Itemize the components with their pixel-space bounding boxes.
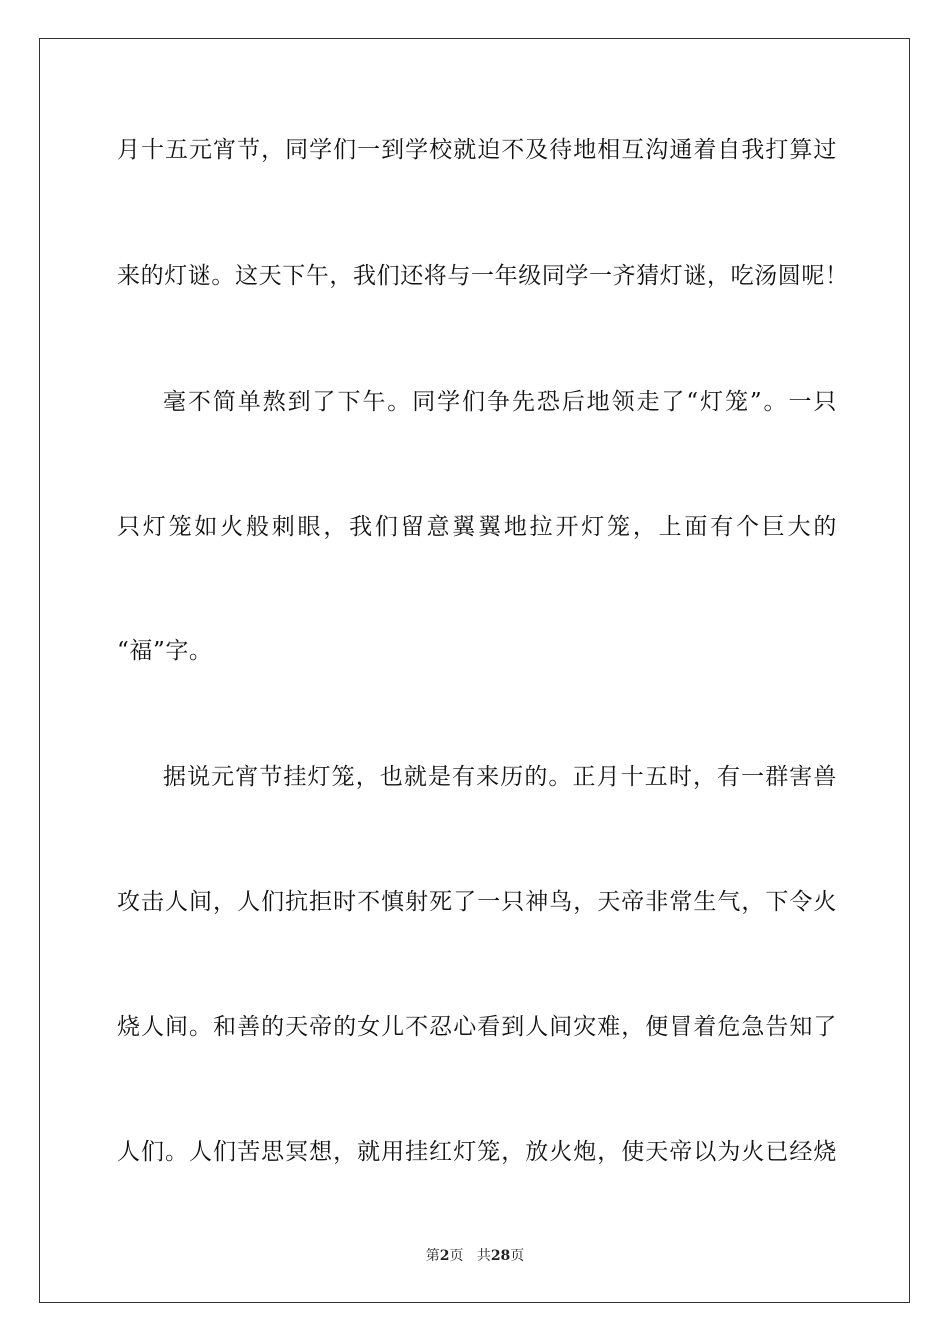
footer-page-suffix: 页 [449, 1248, 464, 1264]
paragraph-line-7: 攻击人间，人们抗拒时不慎射死了一只神鸟，天帝非常生气，下令火 [117, 889, 837, 915]
page-border [39, 38, 910, 1303]
paragraph-line-9: 人们。人们苦思冥想，就用挂红灯笼，放火炮，使天帝以为火已经烧 [117, 1139, 837, 1165]
paragraph-line-4: 只灯笼如火般刺眼，我们留意翼翼地拉开灯笼，上面有个巨大的 [117, 514, 837, 540]
paragraph-line-6: 据说元宵节挂灯笼，也就是有来历的。正月十五时，有一群害兽 [163, 764, 837, 790]
paragraph-line-8: 烧人间。和善的天帝的女儿不忍心看到人间灾难，便冒着危急告知了 [117, 1014, 837, 1040]
footer-prefix: 第 [425, 1248, 440, 1264]
paragraph-line-2: 来的灯谜。这天下午，我们还将与一年级同学一齐猜灯谜，吃汤圆呢！ [117, 263, 849, 289]
footer-total-prefix: 共 [476, 1248, 491, 1264]
paragraph-line-1: 月十五元宵节，同学们一到学校就迫不及待地相互沟通着自我打算过 [117, 137, 837, 163]
footer-total-suffix: 页 [510, 1248, 525, 1264]
paragraph-line-3: 毫不简单熬到了下午。同学们争先恐后地领走了“灯笼”。一只 [163, 389, 837, 415]
current-page-number: 2 [439, 1248, 450, 1264]
paragraph-line-5: “福”字。 [117, 638, 213, 664]
page-footer [0, 1246, 950, 1266]
total-page-count: 28 [490, 1248, 511, 1264]
